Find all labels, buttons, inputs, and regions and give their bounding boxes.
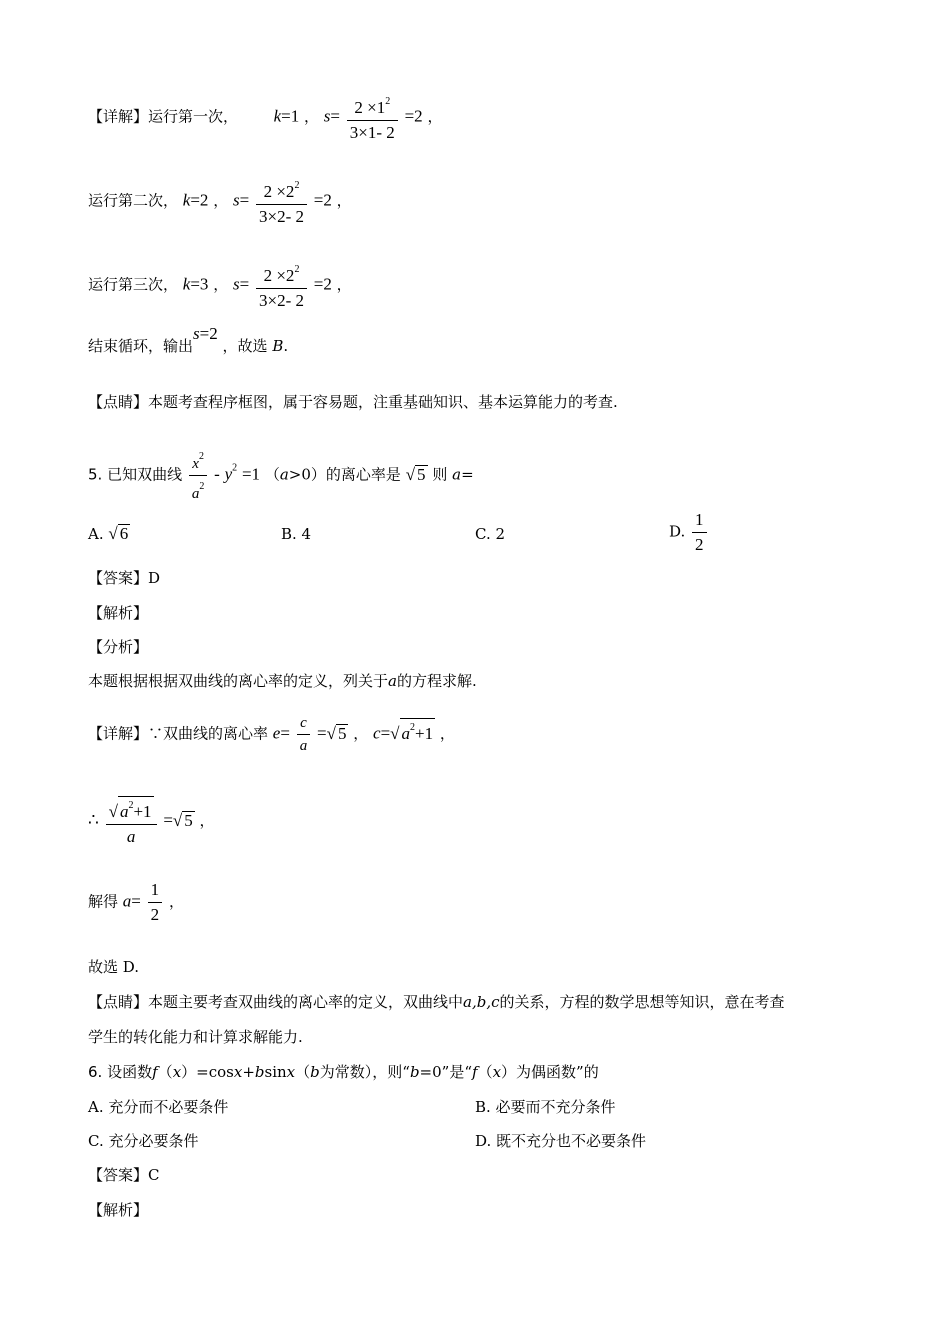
- sqrt-a2-plus-1: √ $a^2+1$: [390, 718, 435, 744]
- text: （: [157, 1063, 173, 1081]
- q5-fenxi-text: [88, 671, 477, 691]
- var-c: c: [373, 723, 381, 743]
- text: 【点睛】本题主要考查双曲线的离心率的定义，双曲线中: [88, 993, 464, 1011]
- fraction-1-2: [692, 510, 707, 555]
- var-x: x: [233, 1063, 243, 1081]
- q5-analysis-head: 【解析】: [88, 604, 149, 622]
- label: 运行第三次，: [88, 275, 179, 294]
- q5-therefore: ∴ $\frac{√ a^2+1}{a}$ =√ 5 ，: [88, 796, 215, 847]
- var-b: b: [409, 1063, 420, 1081]
- result: =2: [313, 274, 332, 294]
- q5-option-b[interactable]: [281, 524, 311, 544]
- eq: =: [280, 723, 290, 743]
- var-f: f: [152, 1063, 158, 1081]
- fraction-x2-a2: [189, 448, 208, 503]
- k-value: =3: [190, 274, 209, 294]
- q5-fenxi-head: 【分析】: [88, 638, 149, 656]
- question-number: 5.: [88, 465, 103, 484]
- paren: （: [264, 465, 280, 484]
- detail-run-3: [88, 260, 352, 311]
- label: 解得: [88, 892, 119, 911]
- numerator: 2 ×1: [354, 98, 386, 117]
- q5-choose: 故选 D.: [88, 958, 140, 976]
- text: 设函数: [107, 1063, 153, 1081]
- q6-option-a[interactable]: A. 充分而不必要条件: [88, 1098, 229, 1116]
- sqrt-5: √ 5: [405, 464, 426, 484]
- eq: =: [239, 190, 250, 210]
- exponent: 2: [128, 800, 134, 811]
- numerator: 1: [148, 880, 163, 903]
- text: =0”是“: [419, 1063, 472, 1081]
- var-e: e: [272, 723, 281, 743]
- eq: =: [330, 106, 341, 126]
- sqrt-5: √ 5: [326, 723, 347, 743]
- q6-analysis-head: 【解析】: [88, 1201, 149, 1219]
- var-s: s: [233, 190, 240, 210]
- fraction: [256, 260, 307, 311]
- text: 为常数），则“: [319, 1063, 410, 1081]
- k-value: =1: [281, 106, 300, 126]
- q5-comment-cont: 学生的转化能力和计算求解能力.: [88, 1028, 303, 1046]
- text: 的方程求解.: [396, 672, 477, 690]
- radicand: 6: [119, 524, 129, 543]
- q5-comment: [88, 992, 785, 1012]
- q6-option-d[interactable]: D. 既不充分也不必要条件: [475, 1132, 647, 1150]
- sqrt: √ $a^2+1$: [109, 796, 154, 822]
- therefore: ∴: [88, 810, 99, 830]
- numerator: 2 ×2: [263, 182, 295, 201]
- var-x: x: [192, 456, 199, 472]
- eq: =: [239, 274, 250, 294]
- text: ）=cos: [181, 1063, 234, 1081]
- label: 运行第二次，: [88, 191, 179, 210]
- then: 则: [432, 465, 448, 484]
- comment-q4: 【点睛】本题考查程序框图，属于容易题，注重基础知识、基本运算能力的考查.: [88, 393, 618, 411]
- plus-one: +1: [415, 723, 434, 743]
- var-k: k: [273, 106, 282, 126]
- exponent: 2: [199, 481, 205, 492]
- var-x: x: [492, 1063, 502, 1081]
- k-value: =2: [190, 190, 209, 210]
- period: .: [283, 337, 289, 355]
- eq: =: [380, 723, 391, 743]
- end: ，: [336, 275, 352, 294]
- eq: =: [131, 891, 141, 911]
- var-a: a: [401, 723, 410, 743]
- result: =2: [404, 106, 423, 126]
- lead: 已知双曲线: [107, 465, 183, 484]
- condition: >0）的离心率是: [288, 465, 401, 484]
- denominator: 3×1- 2: [349, 123, 395, 142]
- question-5: [88, 448, 474, 503]
- minus: -: [214, 464, 220, 484]
- var-y: y: [224, 464, 233, 484]
- exponent: 2: [385, 96, 391, 107]
- numerator: 1: [692, 510, 707, 533]
- end: ，: [427, 107, 443, 126]
- comma: ，: [439, 724, 455, 743]
- label: 【详解】∵双曲线的离心率: [88, 724, 269, 743]
- q5-answer: 【答案】D: [88, 569, 161, 587]
- q6-option-c[interactable]: C. 充分必要条件: [88, 1132, 199, 1150]
- label: 【详解】运行第一次，: [88, 107, 239, 126]
- sep: ，: [213, 191, 229, 210]
- var-c: c: [297, 714, 311, 735]
- fraction-1-2: [148, 880, 163, 925]
- var-a: a: [122, 891, 132, 911]
- denominator: 3×2- 2: [259, 291, 305, 310]
- var-s: s: [323, 106, 331, 126]
- option-label: C. 2: [475, 525, 506, 543]
- q6-option-b[interactable]: B. 必要而不充分条件: [475, 1098, 616, 1116]
- fraction: [347, 92, 398, 143]
- var-f: f: [472, 1063, 478, 1081]
- numerator: 2 ×2: [263, 266, 295, 285]
- var-s: s: [193, 324, 200, 343]
- exponent: 2: [294, 264, 300, 275]
- var-b: b: [254, 1063, 265, 1081]
- option-label: B. 4: [281, 525, 312, 543]
- var-a: a: [126, 827, 136, 846]
- fraction-c-a: [297, 714, 311, 755]
- q5-option-d[interactable]: [669, 510, 709, 555]
- denominator: 2: [695, 535, 704, 554]
- detail-run-2: [88, 176, 352, 227]
- denominator: 3×2- 2: [259, 207, 305, 226]
- end: ，: [336, 191, 352, 210]
- var-x: x: [286, 1063, 296, 1081]
- exponent: 2: [410, 721, 415, 733]
- text: （: [477, 1063, 493, 1081]
- var-a: a: [279, 465, 289, 484]
- var-x: x: [172, 1063, 182, 1081]
- end-loop: [88, 324, 289, 356]
- exponent: 2: [198, 451, 204, 462]
- question-number: 6.: [88, 1063, 103, 1081]
- radicand: 5: [337, 723, 347, 743]
- eq: =1: [241, 464, 261, 484]
- q6-answer: 【答案】C: [88, 1166, 160, 1184]
- var-k: k: [182, 190, 191, 210]
- var-a: a: [388, 672, 397, 690]
- text: 结束循环，输出: [88, 337, 194, 355]
- q5-option-a[interactable]: [88, 524, 130, 544]
- detail-run-1: [88, 92, 442, 143]
- fraction-sqrt-over-a: [106, 796, 157, 847]
- result: =2: [313, 190, 332, 210]
- a-eq: a=: [452, 465, 474, 484]
- s-value: =2: [199, 324, 218, 343]
- q5-solve: 解得 a= $\frac{1}{2}$ ，: [88, 880, 184, 924]
- exponent: 2: [232, 462, 238, 474]
- question-6: [88, 1062, 599, 1082]
- radicand: 5: [417, 464, 426, 484]
- q5-detail: 【详解】∵双曲线的离心率 e= $\frac{c}{a}$ =√ 5 ， c=√ $a^2+1$ ，: [88, 715, 455, 754]
- var-a: a: [299, 738, 308, 754]
- option-label: D.: [669, 522, 686, 541]
- denominator: 2: [150, 905, 160, 924]
- exponent: 2: [294, 180, 300, 191]
- fraction: [256, 176, 307, 227]
- var-a: a: [119, 802, 129, 821]
- var-a: a: [191, 486, 200, 502]
- radicand: 5: [184, 810, 193, 830]
- var-b: b: [310, 1063, 320, 1081]
- sqrt-6: √ 6: [108, 524, 129, 543]
- vars: a,b,c: [463, 993, 500, 1011]
- choice: B: [272, 337, 284, 355]
- text: +: [242, 1063, 255, 1081]
- plus-one: +1: [133, 802, 152, 821]
- text: 本题根据根据双曲线的离心率的定义，列关于: [88, 672, 389, 690]
- var-s: s: [233, 274, 240, 294]
- sqrt-5: √ 5: [172, 810, 193, 830]
- option-label: A.: [88, 525, 104, 543]
- after: ，故选: [222, 337, 268, 355]
- text: sin: [264, 1063, 287, 1081]
- sep: ，: [304, 107, 320, 126]
- text: （: [295, 1063, 311, 1081]
- q5-option-c[interactable]: [475, 524, 505, 544]
- var-k: k: [182, 274, 191, 294]
- comma: ，: [353, 724, 369, 743]
- text: 的关系，方程的数学思想等知识，意在考查: [499, 993, 785, 1011]
- text: ）为偶函数”的: [501, 1063, 599, 1081]
- sep: ，: [213, 275, 229, 294]
